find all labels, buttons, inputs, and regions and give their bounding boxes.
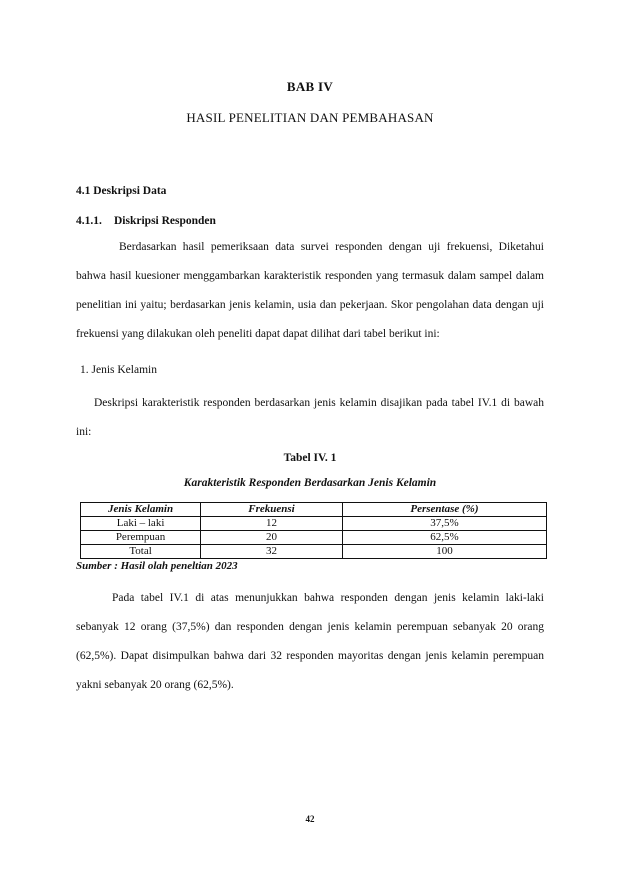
subsection-title: Diskripsi Responden (114, 215, 216, 227)
section-heading: 4.1 Deskripsi Data (76, 185, 167, 197)
table-cell: 37,5% (342, 517, 546, 531)
paragraph-analysis-text: Pada tabel IV.1 di atas menunjukkan bahwa responden dengan jenis kelamin laki-laki sebanyak 12 orang (37,5%) dan responden dengan jenis kelamin perempuan sebanyak 20 orang (62,5%). Dapat disimpulkan bahwa dari 32 responden mayoritas dengan jenis kelamin perempuan yakni sebanyak 20 orang (62,5%). (76, 592, 544, 691)
header-percentage: Persentase (%) (342, 503, 546, 517)
table-cell: 32 (201, 545, 343, 559)
table-cell: Total (81, 545, 201, 559)
paragraph-table-intro-text: Deskripsi karakteristik responden berdasarkan jenis kelamin disajikan pada tabel IV.1 di bawah ini: (76, 397, 544, 438)
subsection-number: 4.1.1. (76, 215, 102, 227)
table-cell: Perempuan (81, 531, 201, 545)
subsection-heading (76, 215, 216, 227)
table-cell: 100 (342, 545, 546, 559)
paragraph-intro (76, 233, 544, 349)
table-row (81, 517, 547, 531)
table-row (81, 531, 547, 545)
page-number: 42 (305, 814, 315, 824)
table-caption-title: Karakteristik Responden Berdasarkan Jenis Kelamin (183, 477, 437, 489)
list-item-gender: 1. Jenis Kelamin (80, 364, 157, 376)
table-source: Sumber : Hasil olah peneltian 2023 (76, 560, 238, 572)
paragraph-table-intro (76, 389, 544, 447)
header-frequency: Frekuensi (201, 503, 343, 517)
header-gender: Jenis Kelamin (81, 503, 201, 517)
gender-table (80, 502, 547, 559)
table-row (81, 545, 547, 559)
table-header-row (81, 503, 547, 517)
table-cell: Laki – laki (81, 517, 201, 531)
table-cell: 20 (201, 531, 343, 545)
table-cell: 12 (201, 517, 343, 531)
paragraph-intro-text: Berdasarkan hasil pemeriksaan data survei responden dengan uji frekuensi, Diketahui bahwa hasil kuesioner menggambarkan karakteristik responden yang termasuk dalam sampel dalam penelitian ini yaitu; berdasarkan jenis kelamin, usia dan pekerjaan. Skor pengolahan data dengan uji frekuensi yang dilakukan oleh peneliti dapat dapat dilihat dari tabel berikut ini: (76, 241, 544, 340)
table-caption-number: Tabel IV. 1 (283, 452, 337, 464)
chapter-number: BAB IV (286, 79, 334, 94)
paragraph-analysis (76, 584, 544, 700)
chapter-title: HASIL PENELITIAN DAN PEMBAHASAN (186, 110, 434, 125)
table-cell: 62,5% (342, 531, 546, 545)
